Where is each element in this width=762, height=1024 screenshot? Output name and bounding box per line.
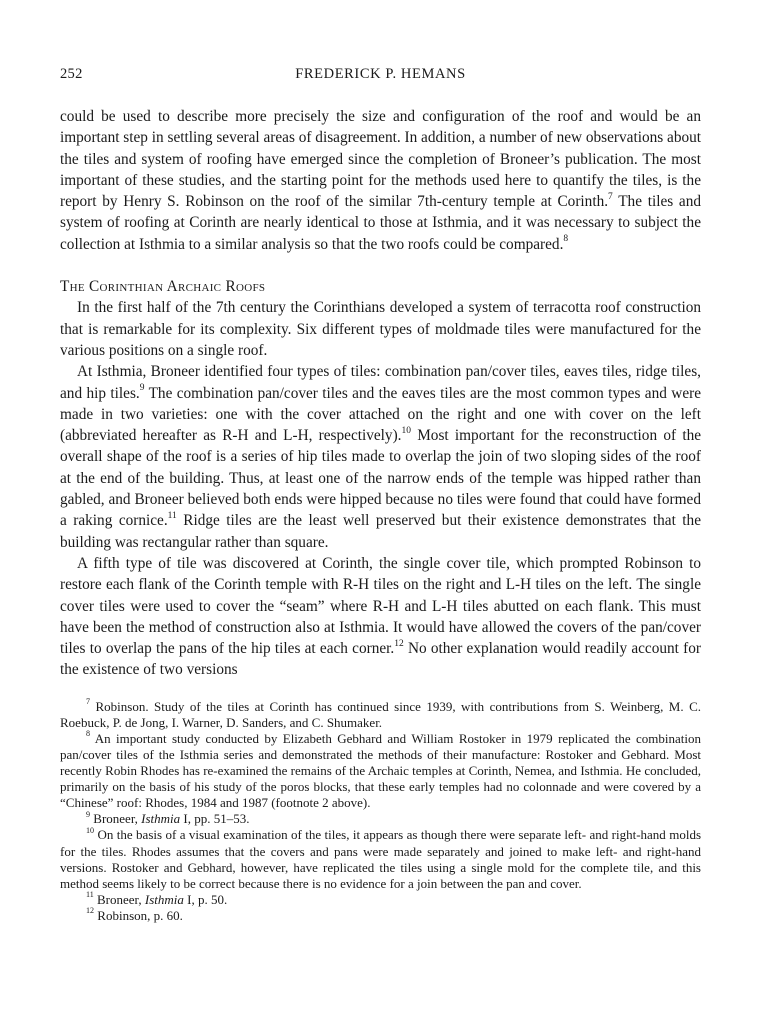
footnotes (60, 699, 701, 924)
paragraph-2: In the first half of the 7th century the Corinthians developed a system of terracotta roof construction that is remarkable for its complexity. Six different types of moldmade tiles were manufactured for the various positions on a single roof. (60, 299, 701, 359)
paragraph-3: At Isthmia, Broneer identified four types of tiles: combination pan/cover tiles, eaves tiles, ridge tiles, and hip tiles.$^9$ The combination pan/cover tiles and the eaves tiles are the most common types and were made in two varieties: one with the cover attached on the right and one with cover on the left (abbreviated hereafter as R-H and L-H, respectively).$^{10}$ Most important for the reconstruction of the overall shape of the roof is a series of hip tiles made to overlap the join of two sloping sides of the roof at the end of the building. Thus, at least one of the narrow ends of the temple was hipped rather than gabled, and Broneer believed both ends were hipped because no tiles were found that could have formed a raking cornice.$^{11}$ Ridge tiles are the least well preserved but their existence demonstrates that the building was rectangular rather than square. (60, 363, 702, 551)
footnote-ref-12: 12 (394, 638, 404, 649)
footnote-12: $^{12}$ Robinson, p. 60. (86, 906, 183, 923)
body-text (60, 106, 701, 681)
page-number: 252 (60, 66, 83, 82)
paragraph-1: could be used to describe more precisely the size and configuration of the roof and would be an important step in settling several areas of disagreement. In addition, a number of new observations about the tiles and system of roofing have emerged since the completion of Broneer’s publication. The most important of these studies, and the starting point for the methods used here to quantify the tiles, is the report by Henry S. Robinson on the roof of the similar 7th-century temple at Corinth.$^7$ The tiles and system of roofing at Corinth are nearly identical to those at Isthmia, and it was necessary to subject the collection at Isthmia to a similar analysis so that the two roofs could be compared.$^8$ (60, 108, 702, 253)
paragraph-4: A fifth type of tile was discovered at Corinth, the single cover tile, which prompted Robinson to restore each flank of the Corinth temple with R-H tiles on the right and L-H tiles on the left. The single cover tiles were used to cover the “seam” where R-H and L-H tiles abutted on each flank. This must have been the method of construction also at Isthmia. It would have allowed the covers of the pan/cover tiles to overlap the pans of the hip tiles at each corner.$^{12}$ No other explanation would readily account for the existence of two versions (60, 554, 701, 679)
page-header (60, 66, 701, 88)
section-heading: The Corinthian Archaic Roofs (60, 278, 266, 296)
footnote-ref-11: 11 (167, 510, 177, 521)
footnote-ref-9: 9 (139, 383, 145, 394)
footnote-11: $^{11}$ Broneer, Isthmia I, p. 50. (86, 890, 228, 907)
footnote-ref-10: 10 (401, 425, 411, 436)
footnote-ref-8: 8 (563, 234, 569, 245)
footnote-10: $^{10}$ On the basis of a visual examination of the tiles, it appears as though there were separate left- and right-hand molds for the tiles. Rhodes assumes that the covers and pans were made separately and joined to make left- and right-hand versions. Rostoker and Gebhard, however, have replicated the tiles using a single mold for the complete tile, and this method seems likely to be correct because there is no evidence for a join between the pan and cover. (60, 825, 701, 891)
footnote-7: $^7$ Robinson. Study of the tiles at Corinth has continued since 1939, with contributions from S. Weinberg, M. C. Roebuck, P. de Jong, I. Warner, D. Sanders, and C. Shumaker. (60, 697, 701, 730)
footnote-ref-7: 7 (608, 191, 613, 202)
running-head: FREDERICK P. HEMANS (295, 66, 466, 82)
footnote-9: $^9$ Broneer, Isthmia I, pp. 51–53. (86, 809, 250, 827)
page (60, 66, 701, 924)
footnote-8: $^8$ An important study conducted by Elizabeth Gebhard and William Rostoker in 1979 replicated the combination pan/cover tiles of the Isthmia series and demonstrated the methods of their manufacture: Rostoker and Gebhard. Most recently Robin Rhodes has re-examined the remains of the Archaic temples at Corinth, Nemea, and Isthmia. He concluded, primarily on the basis of his study of the poros blocks, that these early temples had no colonnade and were covered by a “Chinese” roof: Rhodes, 1984 and 1987 (footnote 2 above). (60, 729, 701, 811)
